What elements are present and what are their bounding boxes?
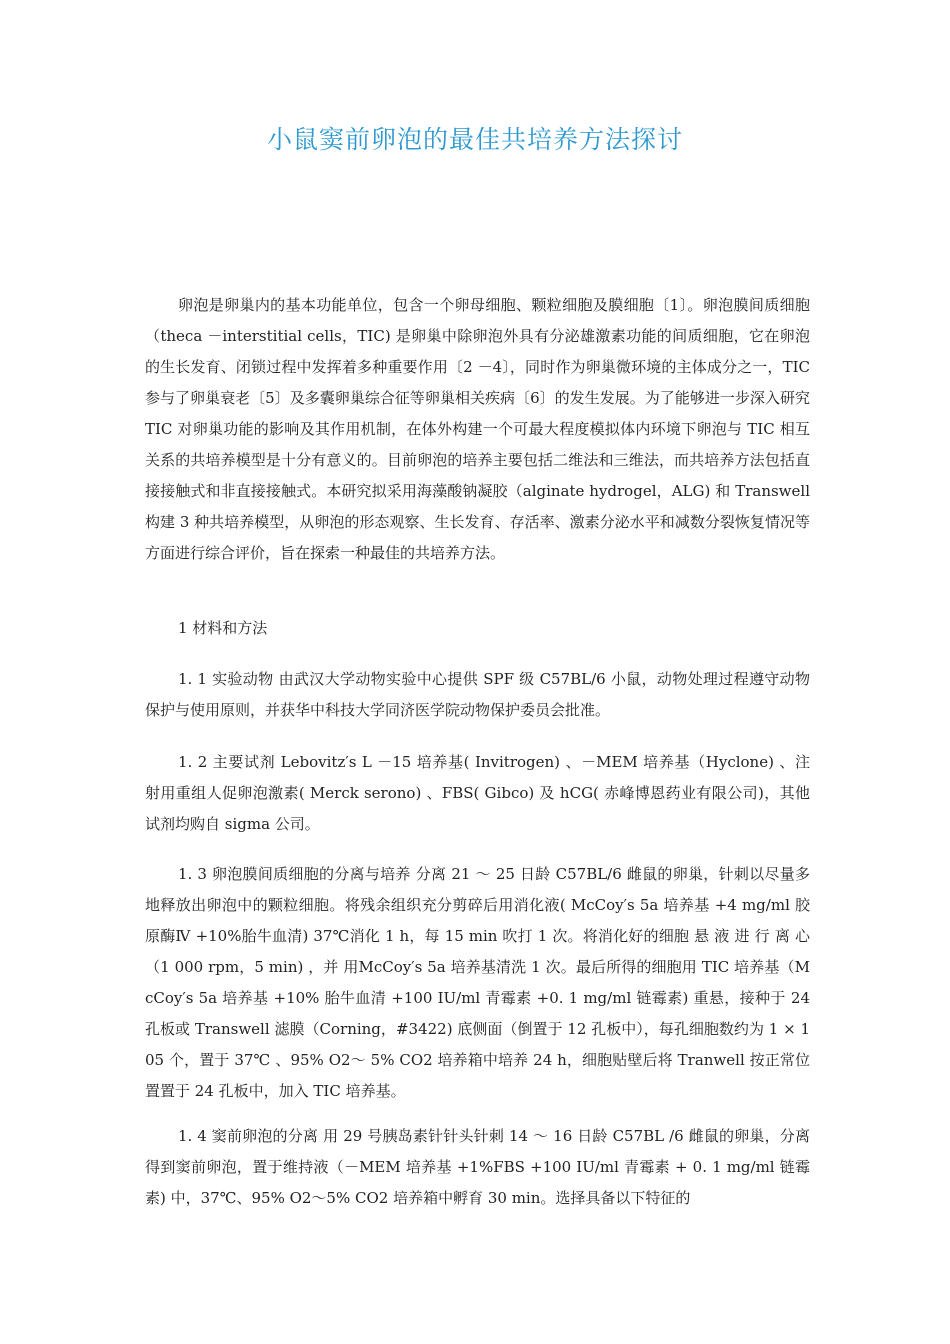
paragraph-intro	[145, 290, 810, 569]
section-heading-materials-methods	[145, 613, 810, 644]
paragraph-1-1	[145, 664, 810, 726]
paragraph-text: 1. 2 主要试剂 Lebovitz′s L －15 培养基( Invitrogen) 、－MEM 培养基（Hyclone) 、注射用重组人促卵泡激素( Merck serono) 、FBS( Gibco) 及 hCG( 赤峰博恩药业有限公司)，其他试剂均购自 sigma 公司。	[145, 753, 810, 833]
section-heading-text: 1 材料和方法	[178, 619, 268, 637]
paragraph-1-2	[145, 747, 810, 840]
paragraph-1-4	[145, 1121, 810, 1214]
paragraph-text: 1. 3 卵泡膜间质细胞的分离与培养 分离 21 ～ 25 日龄 C57BL/6 雌鼠的卵巢，针刺以尽量多地释放出卵泡中的颗粒细胞。将残余组织充分剪碎后用消化液( McCoy′s 5a 培养基 +4 mg/ml 胶原酶Ⅳ +10%胎牛血清) 37℃消化 1 h，每 15 min 吹打 1 次。将消化好的细胞 悬 液 进 行 离 心（1 000 rpm，5 min) ，并 用McCoy′s 5a 培养基清洗 1 次。最后所得的细胞用 TIC 培养基（McCoy′s 5a 培养基 +10% 胎牛血清 +100 IU/ml 青霉素 +0. 1 mg/ml 链霉素) 重悬，接种于 24 孔板或 Transwell 滤膜（Corning，#3422) 底侧面（倒置于 12 孔板中），每孔细胞数约为 1 × 105 个，置于 37℃ 、95% O2～ 5% CO2 培养箱中培养 24 h，细胞贴壁后将 Tranwell 按正常位置置于 24 孔板中，加入 TIC 培养基。	[145, 865, 810, 1100]
paragraph-text: 卵泡是卵巢内的基本功能单位，包含一个卵母细胞、颗粒细胞及膜细胞〔1〕。卵泡膜间质细胞（theca －interstitial cells，TIC) 是卵巢中除卵泡外具有分泌雄激素功能的间质细胞，它在卵泡的生长发育、闭锁过程中发挥着多种重要作用〔2 －4〕，同时作为卵巢微环境的主体成分之一，TIC 参与了卵巢衰老〔5〕及多囊卵巢综合征等卵巢相关疾病〔6〕的发生发展。为了能够进一步深入研究 TIC 对卵巢功能的影响及其作用机制，在体外构建一个可最大程度模拟体内环境下卵泡与 TIC 相互关系的共培养模型是十分有意义的。目前卵泡的培养主要包括二维法和三维法，而共培养方法包括直接接触式和非直接接触式。本研究拟采用海藻酸钠凝胶（alginate hydrogel，ALG) 和 Transwell 构建 3 种共培养模型，从卵泡的形态观察、生长发育、存活率、激素分泌水平和减数分裂恢复情况等方面进行综合评价，旨在探索一种最佳的共培养方法。	[145, 296, 810, 562]
paragraph-text: 1. 4 窦前卵泡的分离 用 29 号胰岛素针针头针刺 14 ～ 16 日龄 C57BL /6 雌鼠的卵巢，分离得到窦前卵泡，置于维持液（－MEM 培养基 +1%FBS +100 IU/ml 青霉素 + 0. 1 mg/ml 链霉素) 中，37℃、95% O2～5% CO2 培养箱中孵育 30 min。选择具备以下特征的	[145, 1127, 810, 1207]
paragraph-1-3	[145, 859, 810, 1107]
paragraph-text: 1. 1 实验动物 由武汉大学动物实验中心提供 SPF 级 C57BL/6 小鼠，动物处理过程遵守动物保护与使用原则，并获华中科技大学同济医学院动物保护委员会批准。	[145, 670, 810, 719]
document-title: 小鼠窦前卵泡的最佳共培养方法探讨	[266, 125, 683, 154]
